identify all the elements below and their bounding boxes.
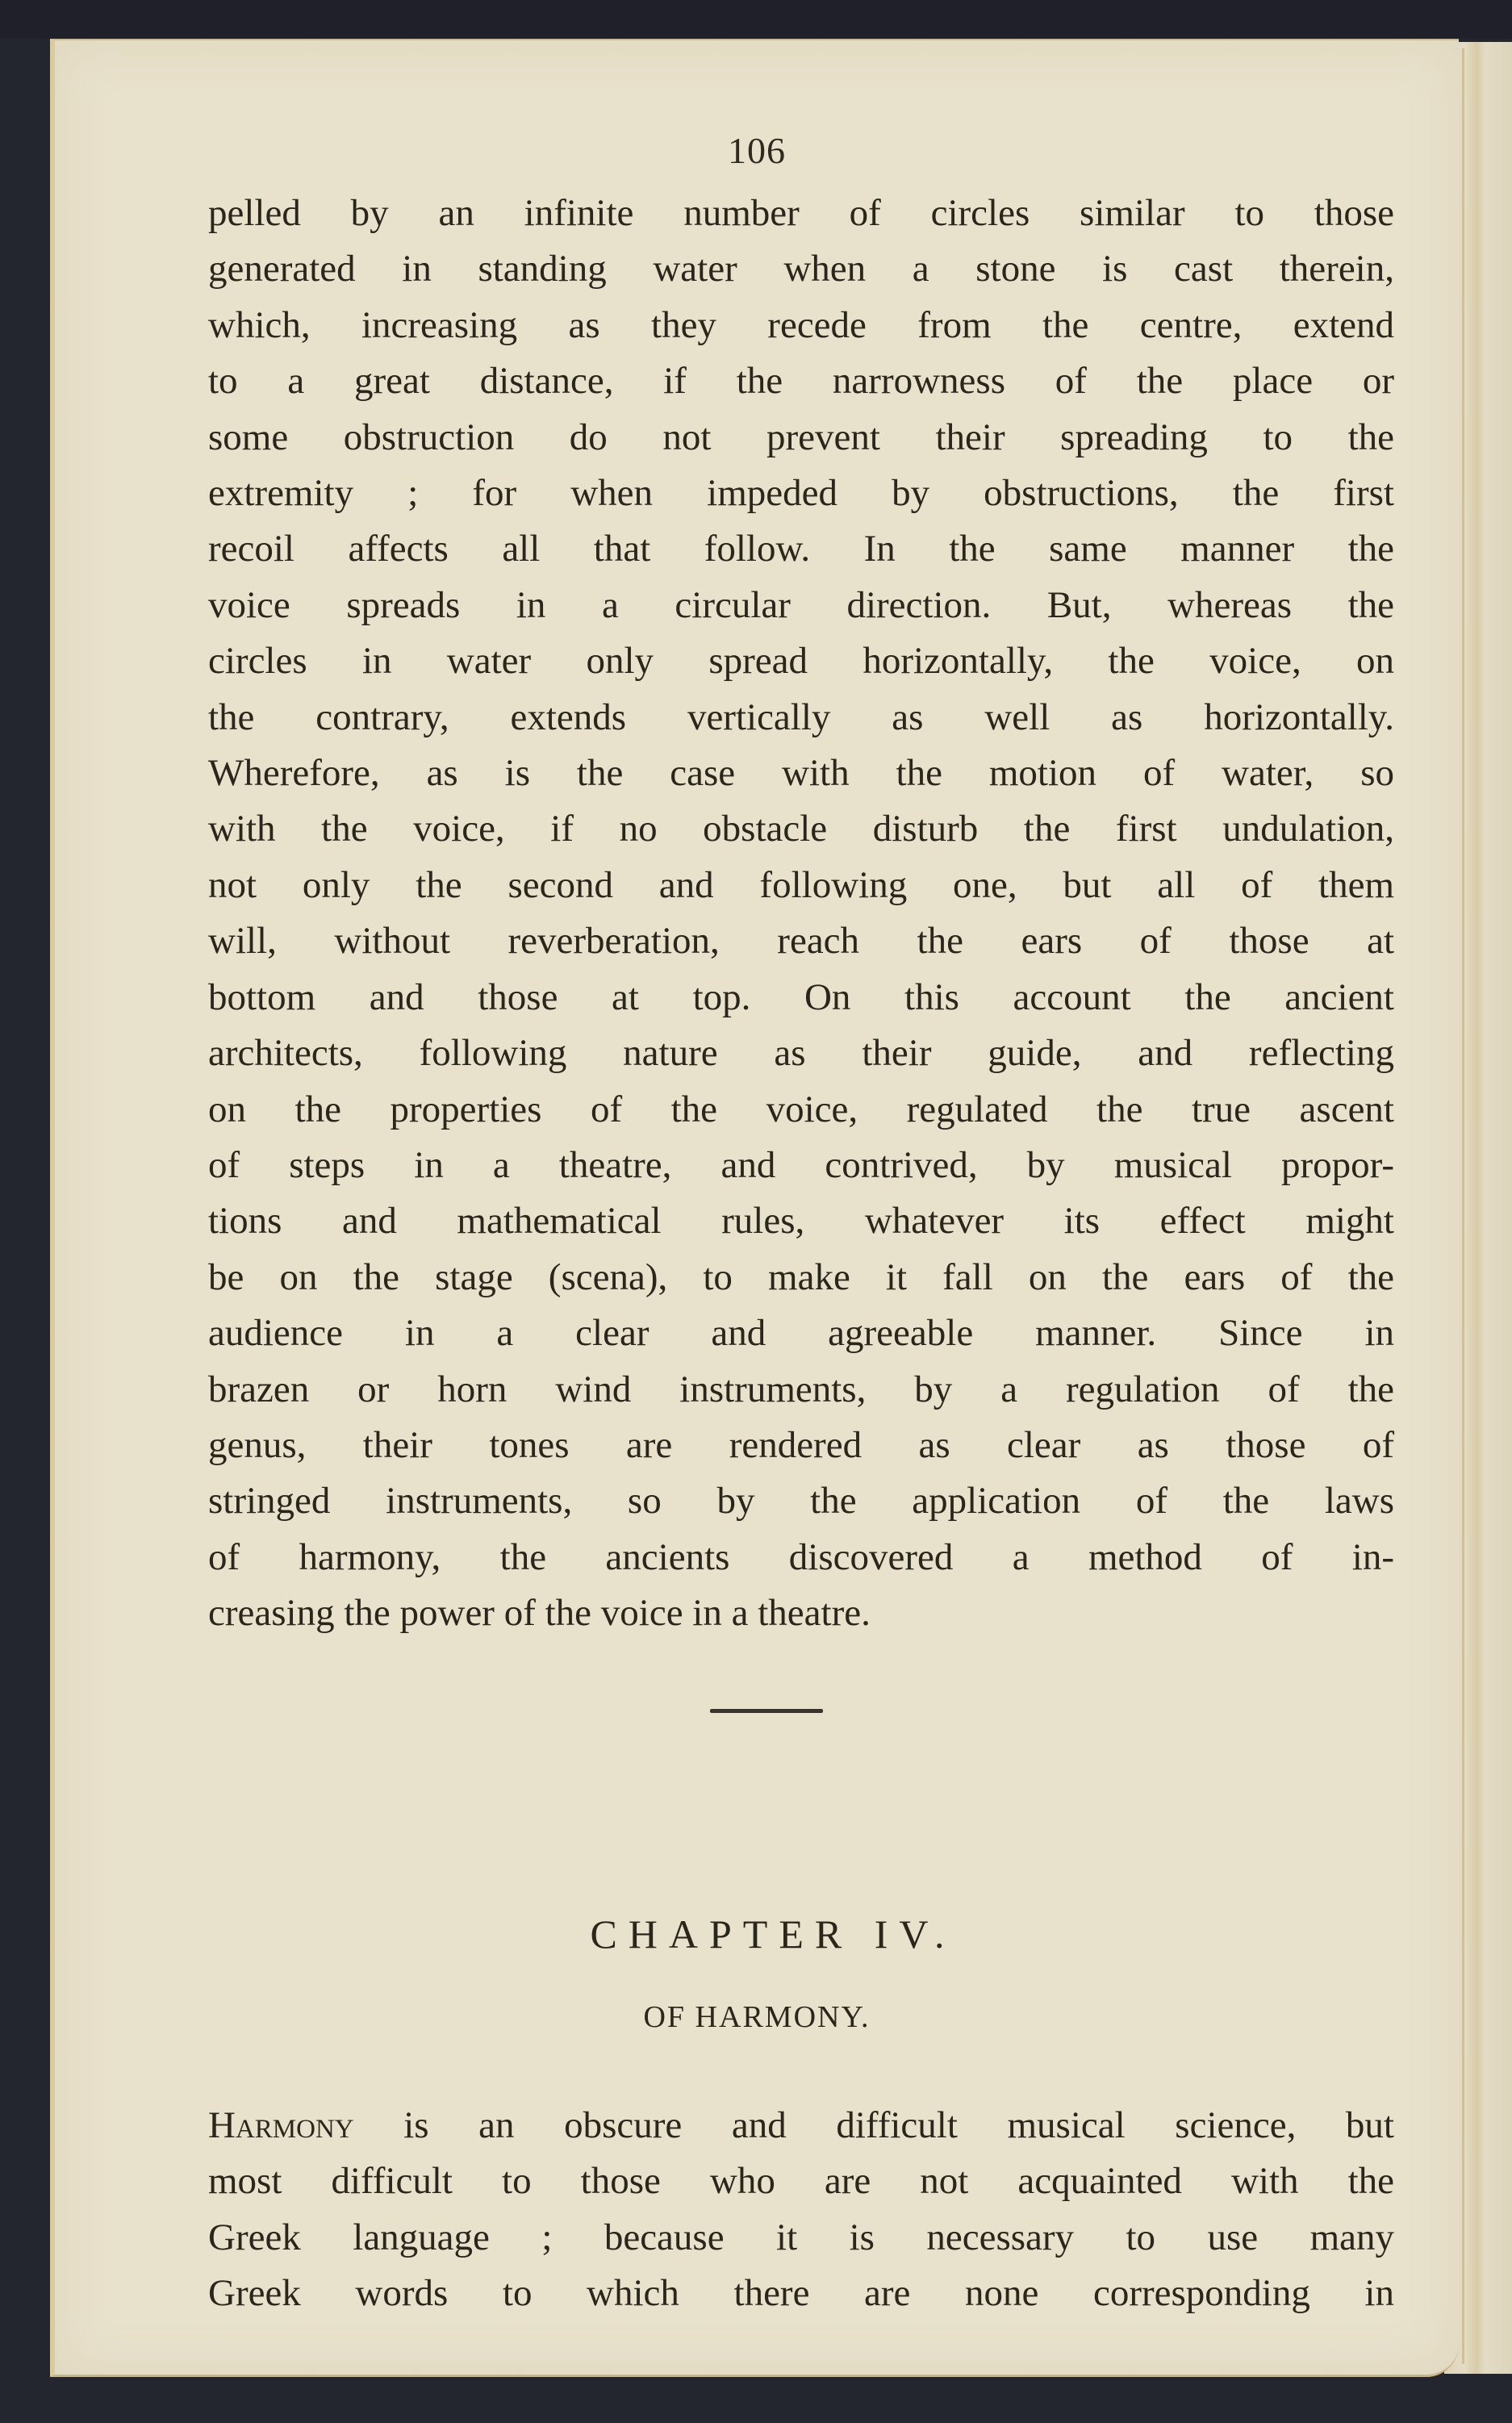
body-paragraph	[208, 186, 1394, 1642]
text-line: brazen or horn wind instruments, by a regulation of the	[208, 1368, 1394, 1410]
text-line: generated in standing water when a stone is cast therein,	[208, 248, 1394, 290]
text-line: extremity ; for when impeded by obstructions, the first	[208, 472, 1394, 515]
opening-word-smallcaps: Harmony	[208, 2104, 354, 2146]
book-page	[50, 39, 1459, 2377]
text-line: pelled by an infinite number of circles similar to those	[208, 192, 1394, 234]
text-line: to a great distance, if the narrowness of the place or	[208, 360, 1394, 403]
text-line: will, without reverberation, reach the ears of those at	[208, 920, 1394, 963]
page-number: 106	[728, 130, 786, 171]
text-line: genus, their tones are rendered as clear as those of	[208, 1423, 1394, 1466]
text-line: Greek language ; because it is necessary to use many	[208, 2216, 1394, 2258]
text-line-rest: is an obscure and difficult musical science, but	[353, 2104, 1394, 2146]
text-line: tions and mathematical rules, whatever its effect might	[208, 1200, 1394, 1243]
text-line: Greek words to which there are none corresponding in	[208, 2272, 1394, 2315]
scan-background	[0, 0, 1512, 39]
text-line: bottom and those at top. On this account the ancient	[208, 975, 1394, 1018]
text-line: Wherefore, as is the case with the motion of water, so	[208, 752, 1394, 795]
text-line: some obstruction do not prevent their spreading to the	[208, 416, 1394, 458]
text-line: with the voice, if no obstacle disturb the first undulation,	[208, 808, 1394, 850]
text-line: which, increasing as they recede from the centre, extend	[208, 303, 1394, 346]
text-line: audience in a clear and agreeable manner. Since in	[208, 1312, 1394, 1355]
chapter-subtitle: OF HARMONY.	[643, 2000, 871, 2034]
section-divider-rule	[710, 1709, 823, 1713]
text-line: the contrary, extends vertically as well as horizontally.	[208, 696, 1394, 738]
page-stack-crease	[1462, 48, 1464, 2364]
chapter-title: CHAPTER IV.	[590, 1911, 956, 1957]
text-line: of harmony, the ancients discovered a method of in-	[208, 1535, 1394, 1578]
text-line: creasing the power of the voice in a theatre.	[208, 1592, 871, 1635]
chapter-paragraph	[208, 2098, 1394, 2322]
text-line: stringed instruments, so by the application of the laws	[208, 1480, 1394, 1523]
text-line: most difficult to those who are not acquainted with the	[208, 2160, 1394, 2203]
text-line: of steps in a theatre, and contrived, by musical propor-	[208, 1143, 1394, 1186]
text-line: circles in water only spread horizontally, the voice, on	[208, 640, 1394, 683]
text-line: architects, following nature as their guide, and reflecting	[208, 1032, 1394, 1075]
text-line: voice spreads in a circular direction. But, whereas the	[208, 583, 1394, 626]
text-line: recoil affects all that follow. In the same manner the	[208, 528, 1394, 570]
text-line: not only the second and following one, but all of them	[208, 863, 1394, 906]
text-line: on the properties of the voice, regulated the true ascent	[208, 1088, 1394, 1130]
text-line: be on the stage (scena), to make it fall on the ears of the	[208, 1255, 1394, 1298]
text-line	[208, 2098, 1394, 2154]
